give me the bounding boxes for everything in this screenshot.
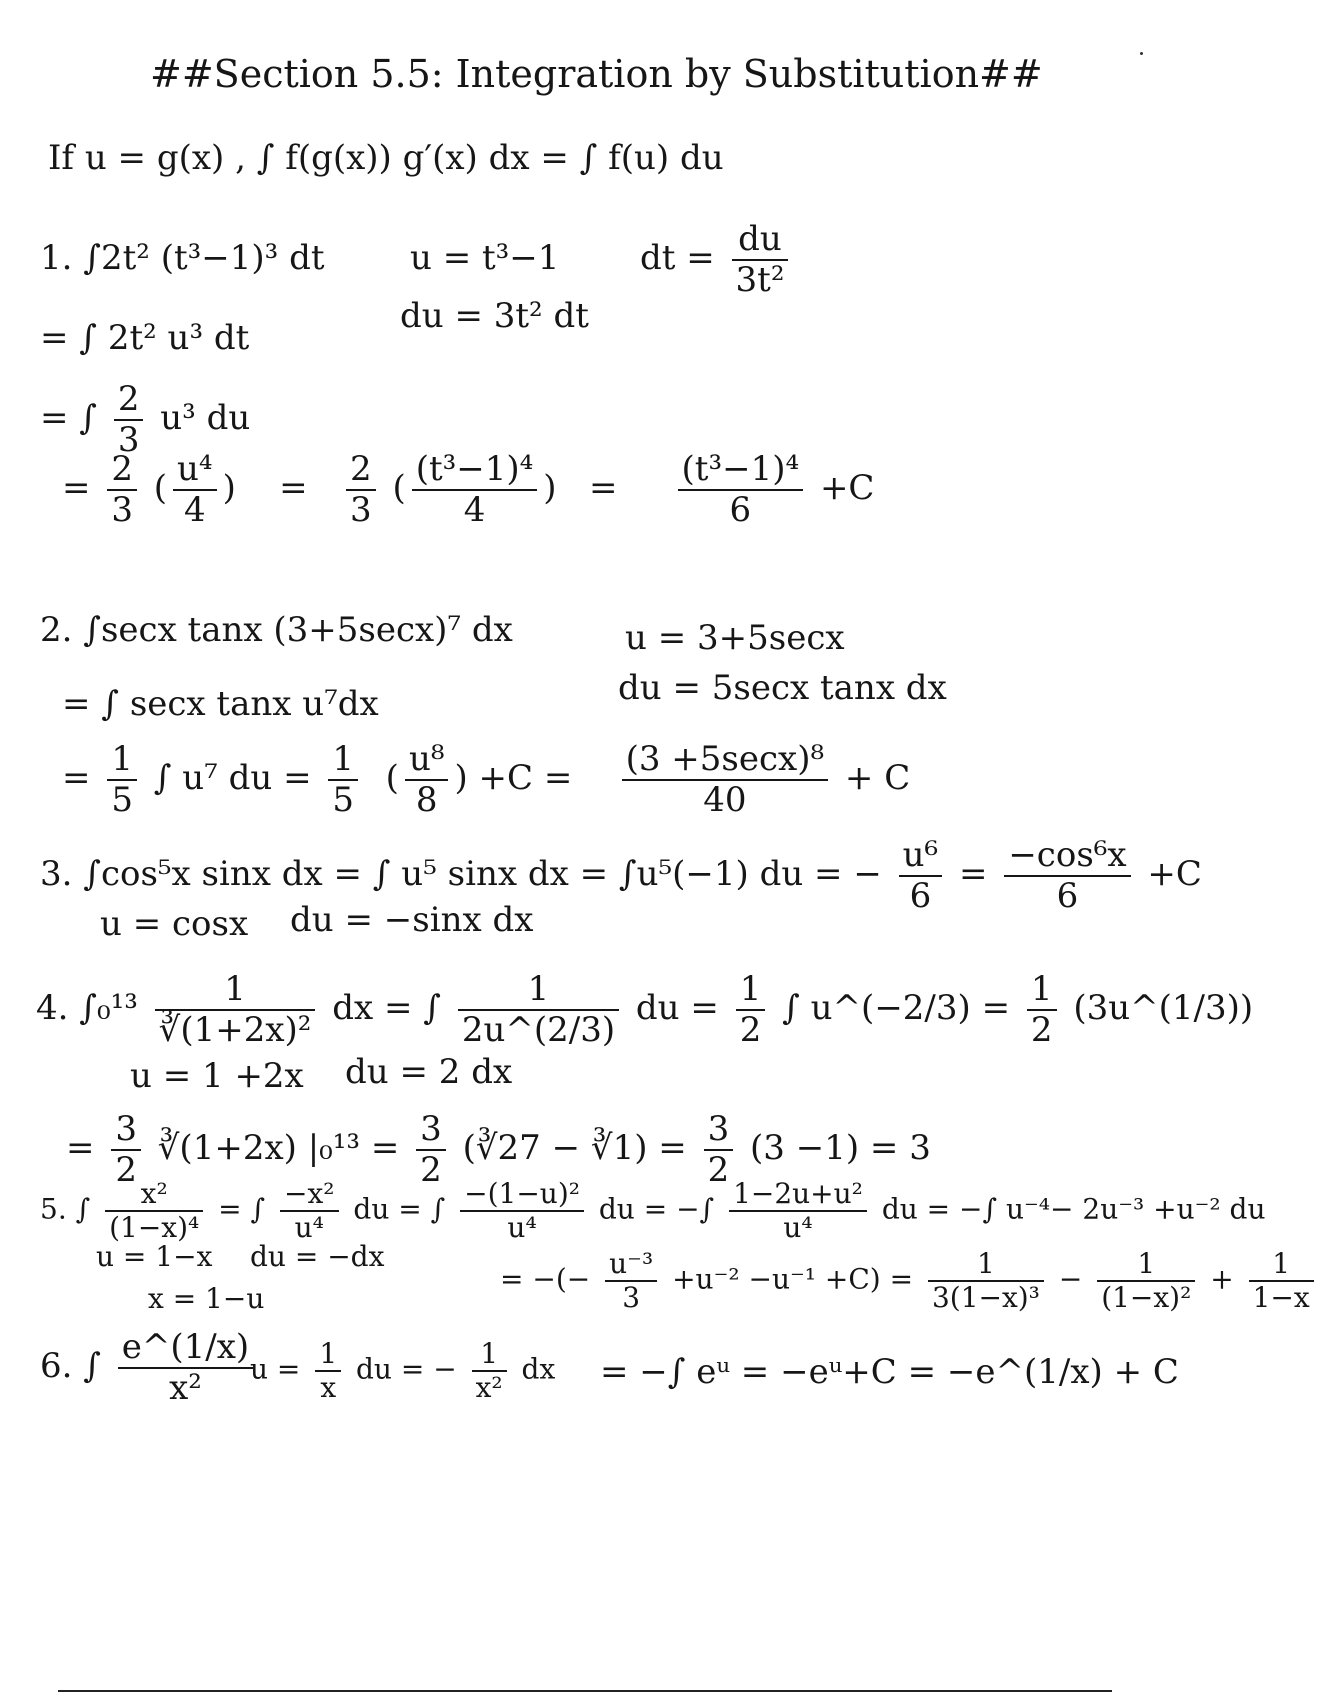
problem-5-statement: 5. ∫ $\frac{\text{x²}}{\text{(1−x)⁴}}$ = ∫ $\frac{\text{−x²}}{\text{u⁴}}$ du = ∫ $\frac{\text{−(1−u)²}}{\text{u⁴}}$ du = −∫ $\frac{\text{1−2u+u²}}{\text{u⁴}}$ du = −∫ u⁻⁴− 2u⁻³ +u⁻² du [40,1177,1266,1245]
problem-1-answer: $\frac{\text{(t³−1)⁴}}{6}$ [678,450,804,530]
problem-2-u: u = 3+5secx [625,618,845,658]
problem-2-du: du = 5secx tanx dx [618,668,947,708]
bottom-divider [58,1690,1112,1692]
problem-5-du: du = −dx [250,1240,385,1273]
problem-5-answer: $\frac{1}{\text{3(1−x)³}}$ [928,1248,1044,1314]
problem-2-statement: 2. ∫secx tanx (3+5secx)⁷ dx [40,610,513,650]
stray-dot [1140,52,1143,55]
problem-4-u: u = 1 +2x [130,1056,304,1096]
problem-5-x: x = 1−u [148,1282,265,1315]
problem-6-du: du = − $\frac{1}{\text{x²}}$ dx [356,1337,556,1405]
problem-2-answer: $\frac{\text{(3 +5secx)⁸}}{40}$ [622,740,829,820]
problem-1-step-2: = ∫ 2t² u³ dt [40,318,250,358]
problem-5-u: u = 1−x [96,1240,213,1273]
problem-3-du: du = −sinx dx [290,900,534,940]
section-title: ##Section 5.5: Integration by Substitution## [150,52,1043,96]
problem-1-du: du = 3t² dt [400,296,589,336]
problem-3-statement: 3. ∫cos⁵x sinx dx = ∫ u⁵ sinx dx = ∫u⁵(−1) du = − $\frac{\text{u⁶}}{6}$ = $\frac{\text{−cos⁶x}}{6}$ +C [40,835,1202,917]
problem-4-statement: 4. ∫₀¹³ $\frac{1}{\text{∛(1+2x)²}}$ dx = ∫ $\frac{1}{2u\^{}(2/3)}$ du = $\frac{1}{2}$ ∫ u^(−2/3) = $\frac{1}{2}$ (3u^(1/3)) [36,969,1254,1051]
problem-1-u: u = t³−1 [410,238,560,278]
problem-6-answer: = −∫ eᵘ = −eᵘ+C = −e^(1/x) + C [600,1352,1179,1392]
problem-1-dt-fraction: $\frac{du}{\text{3t²}}$ [732,220,789,300]
problem-2-step-2: = ∫ secx tanx u⁷dx [62,684,379,724]
problem-1-dt: dt = $\frac{du}{\text{3t²}}$ [640,220,794,300]
problem-3-u: u = cosx [100,904,249,944]
problem-1-statement: 1. ∫2t² (t³−1)³ dt [40,238,325,278]
problem-4-answer: (3 −1) = 3 [750,1128,931,1169]
problem-6-u: u = $\frac{1}{x}$ [250,1338,347,1404]
problem-1-step-4: = $\frac{2}{3}$ ( $\frac{\text{u⁴}}{4}$ ) = $\frac{2}{3}$ ( $\frac{\text{(t³−1)⁴}}{4}$ ) = $\frac{\text{(t³−1)⁴}}{6}$ +C [62,449,875,531]
problem-4-step-2: = $\frac{3}{2}$ ∛(1+2x) |₀¹³ = $\frac{3}{2}$ (∛27 − ∛1) = $\frac{3}{2}$ (3 −1) = 3 [66,1109,931,1191]
problem-4-du: du = 2 dx [345,1052,513,1092]
substitution-rule: If u = g(x) , ∫ f(g(x)) g′(x) dx = ∫ f(u) du [48,138,724,178]
problem-3-answer: $\frac{\text{−cos⁶x}}{6}$ [1004,836,1130,916]
problem-1-step-3: = ∫ $\frac{2}{3}$ u³ du [40,379,251,461]
problem-2-step-3: = $\frac{1}{5}$ ∫ u⁷ du = $\frac{1}{5}$ ( $\frac{\text{u⁸}}{8}$ ) +C = $\frac{\text{(3 +5secx)⁸}}{40}$ + C [62,739,911,821]
problem-6-statement: 6. ∫ $\frac{e\^{}(1/x)}{\text{x²}}$ [40,1328,259,1408]
problem-5-step-2: = −(− $\frac{\text{u⁻³}}{3}$ +u⁻² −u⁻¹ +C) = $\frac{1}{\text{3(1−x)³}}$ − $\frac{1}{\text{(1−x)²}}$ + $\frac{1}{1-x}$ [500,1248,1320,1314]
